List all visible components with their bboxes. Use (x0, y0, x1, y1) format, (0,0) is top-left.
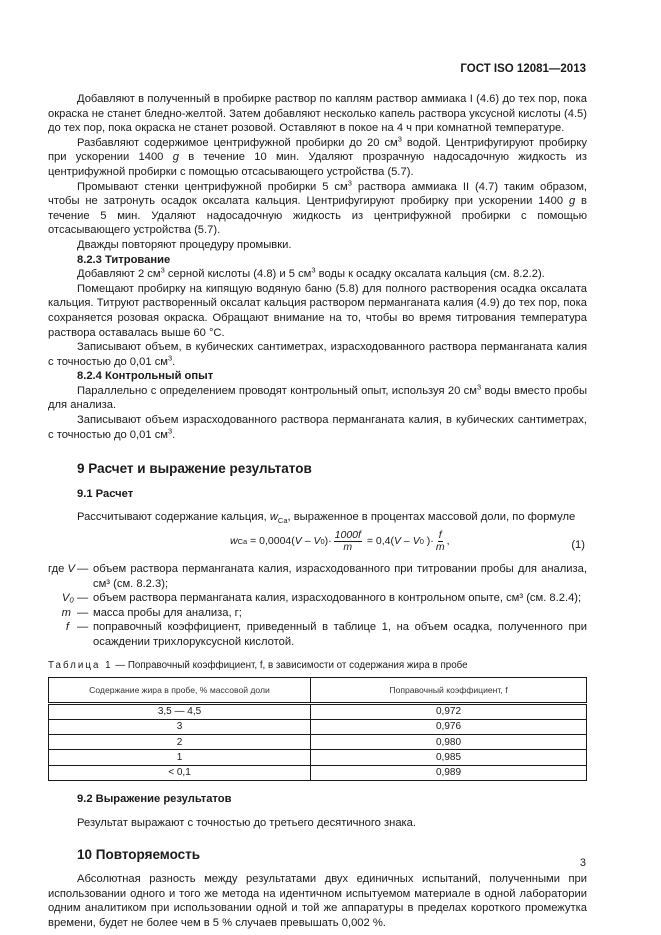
text-span: воды к осадку оксалата кальция (см. 8.2.2). (315, 268, 545, 281)
paragraph-record-control (48, 413, 587, 442)
table-row (49, 704, 587, 719)
variable-definitions (48, 562, 587, 650)
page-content (48, 92, 587, 930)
text-span: , выраженное в процентах массовой доли, по формуле (287, 511, 576, 524)
paragraph-record-volume (48, 340, 587, 369)
cell-factor: 0,989 (311, 765, 587, 780)
column-header-fat-content: Содержание жира в пробе, % массовой доли (49, 678, 311, 704)
formula-text: = 0,4( (363, 535, 394, 548)
paragraph-titrate: Помещают пробирку на кипящую водяную баню (5.8) для полного растворения осадка оксалата кальция. Титруют растворенный оксалат кальция раствором перманганата калия (4.9) до тех пор, пока сохраняется розовая окраска. Обращают внимание на то, чтобы во время титрования температура раствора оставалась выше 60 °С. (48, 282, 587, 339)
cell-factor: 0,976 (311, 719, 587, 734)
table-row (49, 750, 587, 765)
cell-fat-content: < 0,1 (49, 765, 311, 780)
formula-V: V (394, 535, 402, 548)
paragraph-result-precision: Результат выражают с точностью до третьего десятичного знака. (77, 816, 417, 829)
formula-V0: V (313, 535, 321, 548)
section-9-title: 9 Расчет и выражение результатов (77, 461, 312, 477)
italic-w: w (269, 511, 278, 524)
correction-factor-table (48, 677, 587, 781)
prefix-where: где (48, 563, 65, 576)
definition-m (48, 606, 587, 621)
paragraph-control (48, 384, 587, 413)
definition-symbol (48, 620, 77, 649)
italic-g: g (172, 151, 179, 164)
superscript: 3 (160, 265, 165, 275)
heading-9-1: 9.1 Расчет (77, 487, 134, 500)
superscript: 3 (167, 352, 173, 362)
definition-symbol (48, 562, 77, 591)
text-span: . (172, 428, 176, 441)
definition-text: поправочный коэффициент, приведенный в таблице 1, на объем осадка, полученного при осаждении трихлоруксусной кислотой. (93, 621, 587, 648)
formula-minus: – (301, 535, 314, 548)
section-10-title: 10 Повторяемость (77, 847, 201, 863)
formula-text: )· (423, 535, 434, 548)
cell-fat-content: 2 (49, 734, 311, 749)
symbol: m (61, 606, 71, 619)
fraction-denominator: m (343, 541, 353, 554)
definition-symbol (48, 606, 77, 621)
subscript: Ca (277, 516, 288, 526)
formula-text: , (446, 535, 450, 548)
cell-factor: 0,985 (311, 750, 587, 765)
definition-V0 (48, 591, 587, 606)
document-id-header: ГОСТ ISO 12081—2013 (460, 63, 586, 75)
superscript: 3 (311, 265, 316, 275)
text-span: Параллельно с определением проводят контрольный опыт, используя 20 см (77, 384, 477, 397)
text-span: водой. Центрифугируют пробирку при ускорении 1400 (48, 136, 587, 164)
table-row (49, 719, 587, 734)
cell-factor: 0,972 (311, 704, 587, 719)
fraction-denominator: m (435, 541, 445, 554)
text-span: Промывают стенки центрифужной пробирки 5 см (77, 180, 348, 193)
calcium-formula: w Ca = 0,0004( V – V 0 )· $\frac{1000f}{m}$ = 0,4( V – V 0 )· $\frac{f}{m}$ , (230, 529, 450, 554)
paragraph-repeat: Дважды повторяют процедуру промывки. (77, 238, 292, 251)
fraction-f-m (436, 530, 445, 553)
text-span: в течение 10 мин. Удаляют прозрачную надосадочную жидкость из центрифужной пробирки с помощью отсасывающего устройства (5.7). (48, 151, 588, 178)
table-label: Таблица 1 (48, 659, 113, 671)
definition-symbol (48, 591, 77, 606)
column-header-correction-factor: Поправочный коэффициент, f (311, 678, 587, 704)
text-span: воды вместо пробы для анализа. (48, 384, 588, 412)
text-span: Добавляют 2 см (77, 268, 161, 281)
symbol: V (67, 563, 75, 576)
formula-V0: V (412, 535, 420, 548)
text-span: Записывают объем, в кубических сантиметрах, израсходованного раствора перманганата калия с точностью до 0,01 см (48, 341, 587, 368)
fraction-numerator: f (438, 529, 442, 542)
heading-8-2-4: 8.2.4 Контрольный опыт (77, 370, 214, 383)
heading-9-2: 9.2 Выражение результатов (77, 793, 232, 806)
text-span: в течение 5 мин. Удаляют надосадочную жидкость из центрифужной пробирки с помощью отсасывающего устройства (5.7). (48, 195, 588, 237)
definition-text: объем раствора перманганата калия, израсходованного при титровании пробы для анализа, см³ (см. 8.2.3); (93, 563, 587, 590)
paragraph-wash (48, 177, 588, 238)
definition-text: объем раствора перманганата калия, израсходованного в контрольном опыте, см³ (см. 8.2.4); (93, 592, 582, 605)
table-row (49, 765, 587, 780)
table-row (49, 734, 587, 749)
text-span: Записывают объем израсходованного раствора перманганата калия, в кубических сантиметрах, с точностью до 0,01 см (48, 414, 587, 441)
dash: — (77, 592, 89, 605)
text-span: раствора аммиака II (4.7) таким образом, чтобы не затронуть осадок оксалата кальция. Центрифугируют пробирку при ускорении 1400 (48, 180, 587, 208)
cell-fat-content: 3 (49, 719, 311, 734)
superscript: 3 (347, 177, 352, 187)
cell-fat-content: 3,5 — 4,5 (49, 704, 311, 719)
formula-text: )· (324, 535, 332, 548)
definition-f (48, 620, 587, 649)
superscript: 3 (476, 382, 482, 392)
fraction-numerator: 1000f (334, 529, 361, 542)
formula-minus: – (401, 535, 413, 548)
paragraph-acid (48, 267, 587, 282)
paragraph-calc-intro (48, 510, 587, 525)
formula-V: V (294, 535, 302, 548)
text-span: . (172, 355, 176, 368)
definition-V (48, 562, 587, 591)
dash: — (77, 621, 89, 634)
superscript: 3 (167, 425, 173, 435)
table-header-row (49, 678, 587, 704)
table-caption (48, 659, 587, 674)
cell-factor: 0,980 (311, 734, 587, 749)
cell-fat-content: 1 (49, 750, 311, 765)
superscript: 3 (397, 134, 402, 144)
definition-text: масса пробы для анализа, г; (93, 606, 242, 619)
page-number: 3 (579, 857, 586, 869)
paragraph-repeatability: Абсолютная разность между результатами двух единичных испытаний, полученными при использовании одного и того же метода на идентичном испытуемом материале в одной лаборатории одним аналитиком при использовании одной и той же аппаратуры в пределах короткого промежутка времени, будет не более чем в 5 % случаев превышать 0,002 %. (48, 872, 587, 929)
equation-number: (1) (571, 539, 585, 552)
fraction-1000f-m (334, 530, 362, 553)
heading-8-2-3: 8.2.3 Титрование (77, 253, 171, 266)
paragraph-dilute (48, 136, 587, 180)
text-span: Разбавляют содержимое центрифужной пробирки до 20 см (77, 136, 398, 149)
table-caption-text: — Поправочный коэффициент, f, в зависимости от содержания жира в пробе (112, 659, 468, 671)
formula-block (48, 528, 587, 560)
text-span: Рассчитывают содержание кальция, (77, 511, 270, 524)
formula-text: = 0,0004( (247, 535, 295, 548)
symbol: f (65, 621, 69, 634)
paragraph-ammonia: Добавляют в полученный в пробирке раствор по каплям раствор аммиака I (4.6) до тех пор, пока окраска не станет бледно-желтой. Затем добавляют несколько капель раствора уксусной кислоты (4.5) до тех пор, пока окраска не станет розовой. Оставляют в покое на 4 ч при комнатной температуре. (48, 93, 587, 135)
text-span: серной кислоты (4.8) и 5 см (164, 268, 312, 281)
formula-w: w (230, 535, 238, 548)
italic-g: g (568, 195, 576, 208)
symbol: V₀ (61, 592, 74, 605)
dash: — (77, 606, 89, 619)
dash: — (77, 563, 89, 576)
